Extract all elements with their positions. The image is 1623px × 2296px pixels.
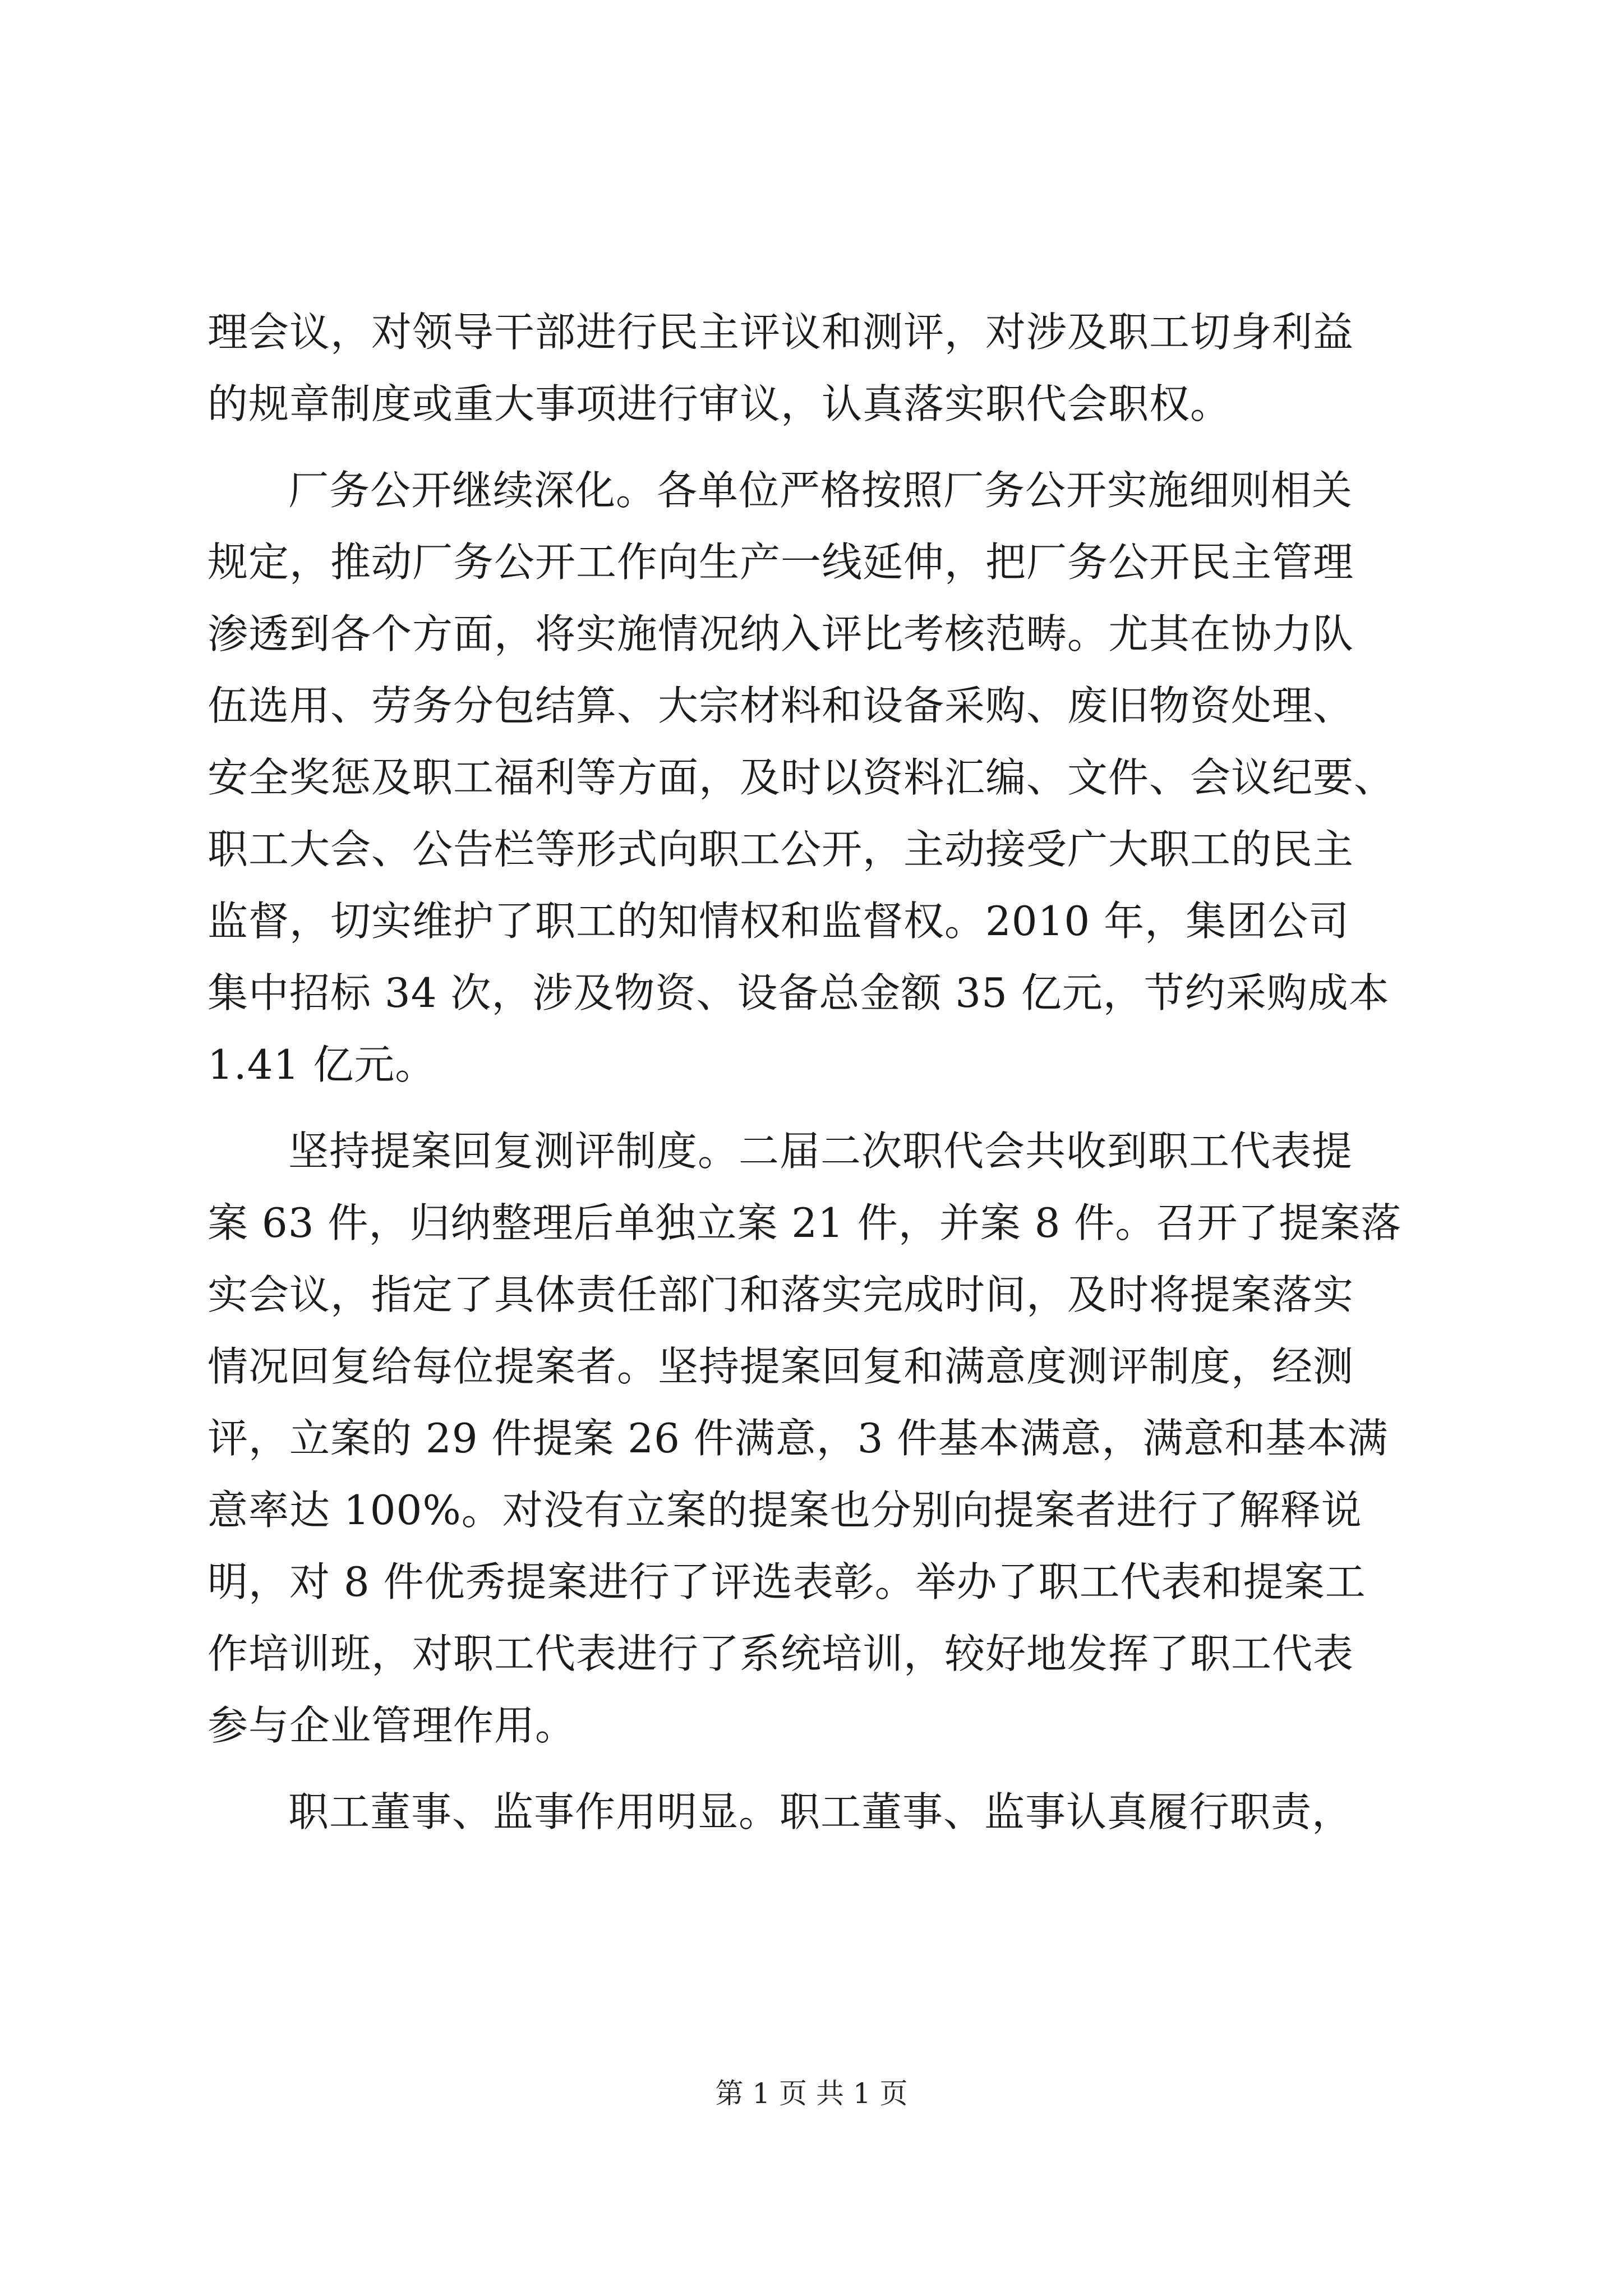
text-line: 集中招标 34 次，涉及物资、设备总金额 35 亿元，节约采购成本 — [208, 969, 1390, 1016]
text-line: 安全奖惩及职工福利等方面，及时以资料汇编、文件、会议纪要、 — [208, 754, 1395, 801]
text-line: 1.41 亿元。 — [208, 1041, 436, 1088]
text-line: 情况回复给每位提案者。坚持提案回复和满意度测评制度，经测 — [208, 1343, 1354, 1390]
text-line: 意率达 100%。对没有立案的提案也分别向提案者进行了解释说 — [208, 1487, 1362, 1534]
document-body — [208, 296, 1419, 1848]
text-line: 规定，推动厂务公开工作向生产一线延伸，把厂务公开民主管理 — [208, 539, 1354, 586]
paragraph-first-line: 坚持提案回复测评制度。二届二次职代会共收到职工代表提 — [288, 1128, 1353, 1175]
text-line: 评，立案的 29 件提案 26 件满意，3 件基本满意，满意和基本满 — [208, 1415, 1389, 1462]
paragraph-gap — [208, 1101, 1419, 1115]
page-number-footer: 第 1 页 共 1 页 — [715, 2077, 908, 2110]
paragraph-gap — [208, 440, 1419, 454]
text-line: 职工大会、公告栏等形式向职工公开，主动接受广大职工的民主 — [208, 826, 1354, 873]
text-line: 伍选用、劳务分包结算、大宗材料和设备采购、废旧物资处理、 — [208, 682, 1354, 729]
paragraph-first-line: 职工董事、监事作用明显。职工董事、监事认真履行职责， — [288, 1788, 1353, 1835]
text-line: 作培训班，对职工代表进行了系统培训，较好地发挥了职工代表 — [208, 1630, 1354, 1677]
paragraph-gap — [208, 1761, 1419, 1776]
text-line: 实会议，指定了具体责任部门和落实完成时间，及时将提案落实 — [208, 1271, 1354, 1318]
text-line: 渗透到各个方面，将实施情况纳入评比考核范畴。尤其在协力队 — [208, 610, 1354, 657]
text-line: 的规章制度或重大事项进行审议，认真落实职代会职权。 — [208, 380, 1232, 427]
paragraph-first-line: 厂务公开继续深化。各单位严格按照厂务公开实施细则相关 — [288, 467, 1353, 514]
text-line: 监督，切实维护了职工的知情权和监督权。2010 年，集团公司 — [208, 898, 1350, 945]
text-line: 案 63 件，归纳整理后单独立案 21 件，并案 8 件。召开了提案落 — [208, 1199, 1402, 1246]
text-line: 理会议，对领导干部进行民主评议和测评，对涉及职工切身利益 — [208, 309, 1354, 356]
text-line: 明，对 8 件优秀提案进行了评选表彰。举办了职工代表和提案工 — [208, 1558, 1366, 1605]
text-line: 参与企业管理作用。 — [208, 1702, 577, 1749]
